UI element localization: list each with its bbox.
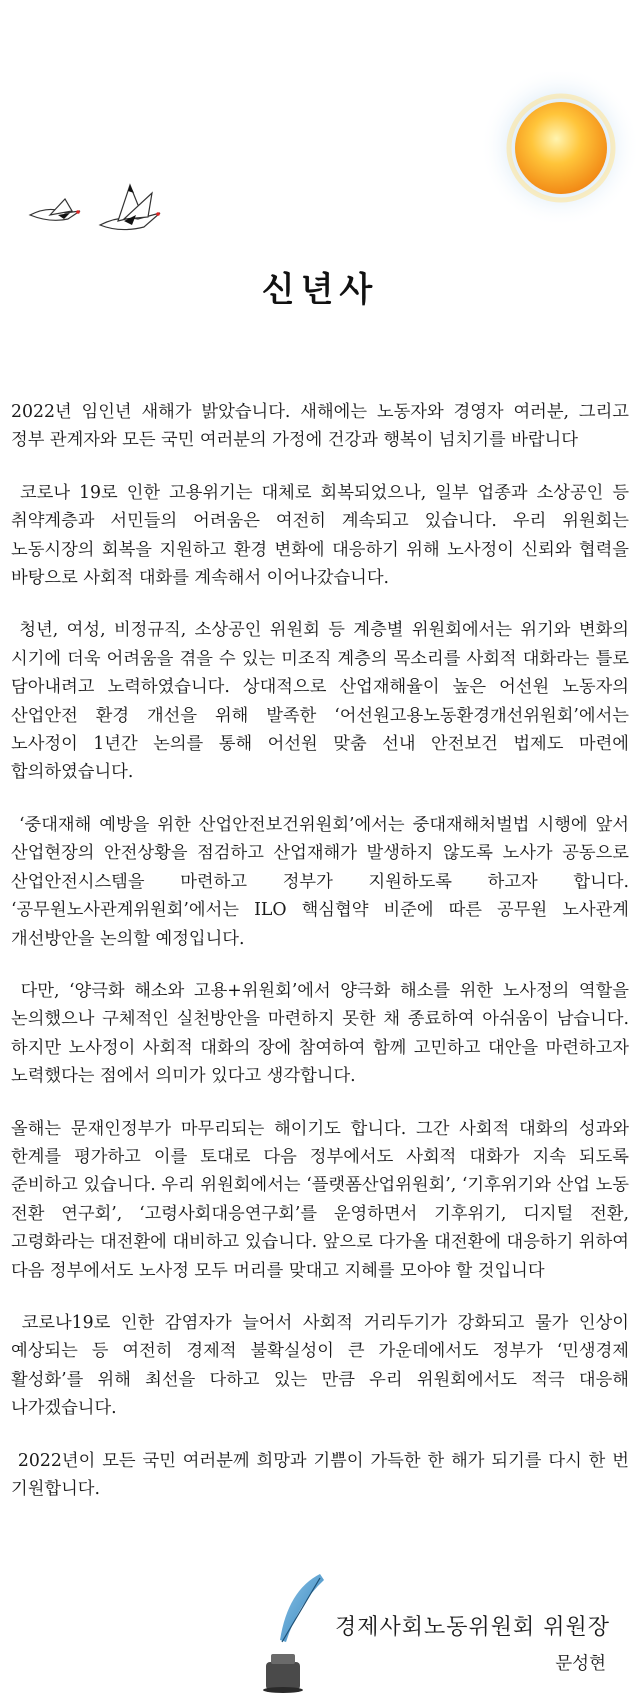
quill-inkwell-icon [258,1570,338,1695]
crane-icon [20,175,190,260]
signature-block [0,1570,640,1701]
paragraph: ‘중대재해 예방을 위한 산업안전보건위원회’에서는 중대재해처벌법 시행에 앞서 산업현장의 안전상황을 점검하고 산업재해가 발생하지 않도록 노사가 공동으로 산업안전시스템을 마련하고 정부가 지원하도록 하고자 합니다. ‘공무원노사관계위원회’에서는 ILO 핵심협약 비준에 따른 공무원 노사관계 개선방안을 논의할 예정입니다. [11,814,635,949]
paragraph: 다만, ‘양극화 해소와 고용+위원회’에서 양극화 해소를 위한 노사정의 역할을 논의했으나 구체적인 실천방안을 마련하지 못한 채 종료하여 아쉬움이 남습니다. 하지만 노사정이 사회적 대화의 장에 참여하여 함께 고민하고 대안을 마련하고자 노력했다는 점에서 의미가 있다고 생각합니다. [11,980,635,1087]
paragraph: 코로나19로 인한 감염자가 늘어서 사회적 거리두기가 강화되고 물가 인상이 예상되는 등 여전히 경제적 불확실성이 큰 가운데에서도 정부가 ‘민생경제 활성화’를 위해 최선을 다하고 있는 만큼 우리 위원회에서도 적극 대응해 나가겠습니다. [11,1312,635,1419]
sun-icon [475,72,640,232]
signature-title: 경제사회노동위원회 위원장 [334,1615,610,1640]
page-title: 신년사 [261,270,379,310]
paragraph: 2022년이 모든 국민 여러분께 희망과 기쁨이 가득한 한 해가 되기를 다시 한 번 기원합니다. [11,1450,635,1499]
letter-body [11,398,635,1527]
paragraph: 2022년 임인년 새해가 밝았습니다. 새해에는 노동자와 경영자 여러분, 그리고 정부 관계자와 모든 국민 여러분의 가정에 건강과 행복이 넘치기를 바랍니다 [11,402,635,451]
paragraph: 코로나 19로 인한 고용위기는 대체로 회복되었으나, 일부 업종과 소상공인 등 취약계층과 서민들의 어려움은 여전히 계속되고 있습니다. 우리 위원회는 노동시장의 회복을 지원하고 환경 변화에 대응하기 위해 노사정이 신뢰와 협력을 바탕으로 사회적 대화를 계속해서 이어나갔습니다. [11,482,635,589]
paragraph: 올해는 문재인정부가 마무리되는 해이기도 합니다. 그간 사회적 대화의 성과와 한계를 평가하고 이를 토대로 다음 정부에서도 사회적 대화가 지속 되도록 준비하고 있습니다. 우리 위원회에서는 ‘플랫폼산업위원회’, ‘기후위기와 산업 노동 전환 연구회’, ‘고령사회대응연구회’를 운영하면서 기후위기, 디지털 전환, 고령화라는 대전환에 대비하고 있습니다. 앞으로 다가올 대전환에 대응하기 위하여 다음 정부에서도 노사정 모두 머리를 맞대고 지혜를 모아야 할 것입니다 [11,1118,635,1281]
paragraph: 청년, 여성, 비정규직, 소상공인 위원회 등 계층별 위원회에서는 위기와 변화의 시기에 더욱 어려움을 겪을 수 있는 미조직 계층의 목소리를 사회적 대화라는 틀로 담아내려고 노력하였습니다. 상대적으로 산업재해율이 높은 어선원 노동자의 산업안전 환경 개선을 위해 발족한 ‘어선원고용노동환경개선위원회’에서는 노사정이 1년간 논의를 통해 어선원 맞춤 선내 안전보건 법제도 마련에 합의하였습니다. [11,620,635,783]
header [0,0,640,330]
signature-name: 문성현 [555,1654,606,1674]
